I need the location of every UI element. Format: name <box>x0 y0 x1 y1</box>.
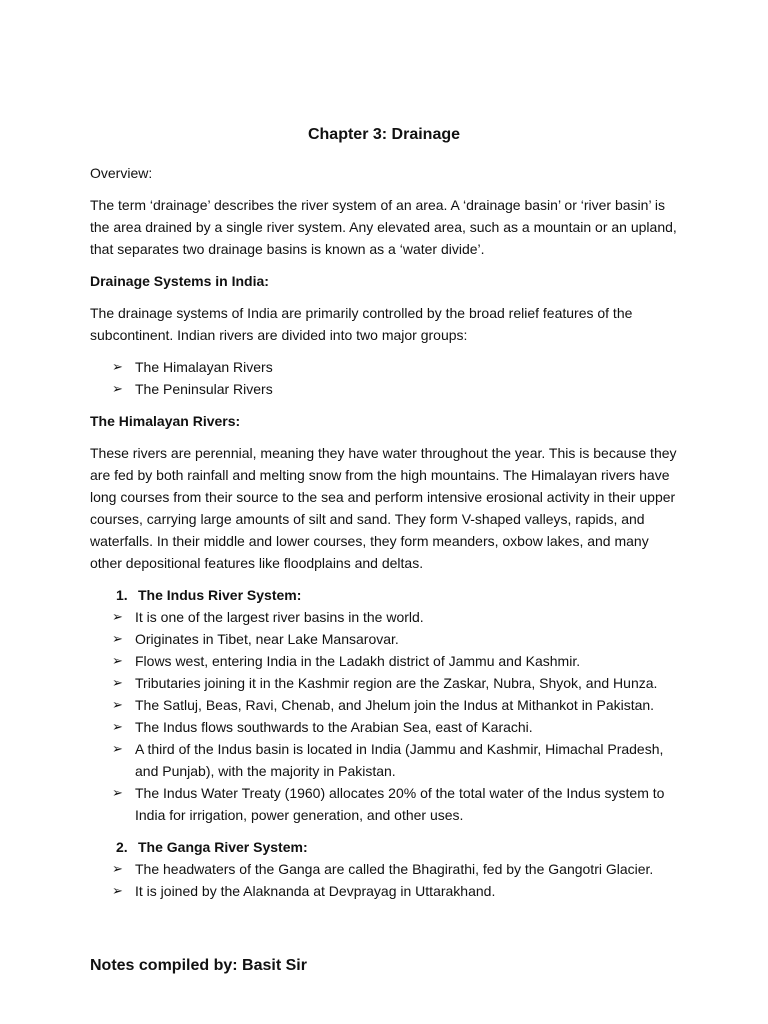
indus-points-list <box>90 606 680 826</box>
arrow-bullet-icon: ➢ <box>112 675 123 690</box>
document-body <box>90 124 680 912</box>
drainage-systems-paragraph: The drainage systems of India are primarily controlled by the broad relief features of the subcontinent. Indian rivers are divided into two major groups: <box>90 305 633 343</box>
list-item: ➢ The Satluj, Beas, Ravi, Chenab, and Jhelum join the Indus at Mithankot in Pakistan. <box>90 694 680 716</box>
list-item: ➢ The Peninsular Rivers <box>90 378 680 400</box>
arrow-bullet-icon: ➢ <box>112 741 123 756</box>
ganga-system-heading: 2. The Ganga River System: <box>90 836 680 858</box>
arrow-bullet-icon: ➢ <box>112 631 123 646</box>
ganga-points-list <box>90 858 680 902</box>
list-item: ➢ It is one of the largest river basins in the world. <box>90 606 680 628</box>
list-item: ➢ The Indus flows southwards to the Arabian Sea, east of Karachi. <box>90 716 680 738</box>
list-item: ➢ Flows west, entering India in the Ladakh district of Jammu and Kashmir. <box>90 650 680 672</box>
notes-credit: Notes compiled by: Basit Sir <box>90 957 307 974</box>
river-groups-list <box>90 356 680 400</box>
chapter-title: Chapter 3: Drainage <box>307 126 461 143</box>
arrow-bullet-icon: ➢ <box>112 719 123 734</box>
list-item: ➢ The headwaters of the Ganga are called the Bhagirathi, fed by the Gangotri Glacier. <box>90 858 680 880</box>
list-item: ➢ It is joined by the Alaknanda at Devprayag in Uttarakhand. <box>90 880 680 902</box>
arrow-bullet-icon: ➢ <box>112 359 123 374</box>
drainage-systems-heading: Drainage Systems in India: <box>90 273 269 289</box>
himalayan-rivers-paragraph: These rivers are perennial, meaning they have water throughout the year. This is because they are fed by both rainfall and melting snow from the high mountains. The Himalayan rivers have long courses from their source to the sea and perform intensive erosional activity in their upper courses, carrying large amounts of silt and sand. They form V-shaped valleys, rapids, and waterfalls. In their middle and lower courses, they form meanders, oxbow lakes, and many other depositional features like floodplains and deltas. <box>90 445 677 571</box>
intro-paragraph: The term ‘drainage’ describes the river system of an area. A ‘drainage basin’ or ‘river basin’ is the area drained by a single river system. Any elevated area, such as a mountain or an upland, that separates two drainage basins is known as a ‘water divide’. <box>90 197 677 257</box>
arrow-bullet-icon: ➢ <box>112 381 123 396</box>
arrow-bullet-icon: ➢ <box>112 883 123 898</box>
section-number: 1. <box>116 587 128 603</box>
arrow-bullet-icon: ➢ <box>112 653 123 668</box>
overview-label: Overview: <box>90 165 153 181</box>
arrow-bullet-icon: ➢ <box>112 861 123 876</box>
list-item: ➢ The Indus Water Treaty (1960) allocates 20% of the total water of the Indus system to India for irrigation, power generation, and other uses. <box>90 782 680 826</box>
arrow-bullet-icon: ➢ <box>112 697 123 712</box>
arrow-bullet-icon: ➢ <box>112 609 123 624</box>
indus-system-heading: 1. The Indus River System: <box>90 584 680 606</box>
arrow-bullet-icon: ➢ <box>112 785 123 800</box>
list-item: ➢ A third of the Indus basin is located in India (Jammu and Kashmir, Himachal Pradesh, and Punjab), with the majority in Pakistan. <box>90 738 680 782</box>
section-number: 2. <box>116 839 128 855</box>
list-item: ➢ Originates in Tibet, near Lake Mansarovar. <box>90 628 680 650</box>
himalayan-rivers-heading: The Himalayan Rivers: <box>90 413 241 429</box>
list-item: ➢ The Himalayan Rivers <box>90 356 680 378</box>
list-item: ➢ Tributaries joining it in the Kashmir region are the Zaskar, Nubra, Shyok, and Hunza. <box>90 672 680 694</box>
